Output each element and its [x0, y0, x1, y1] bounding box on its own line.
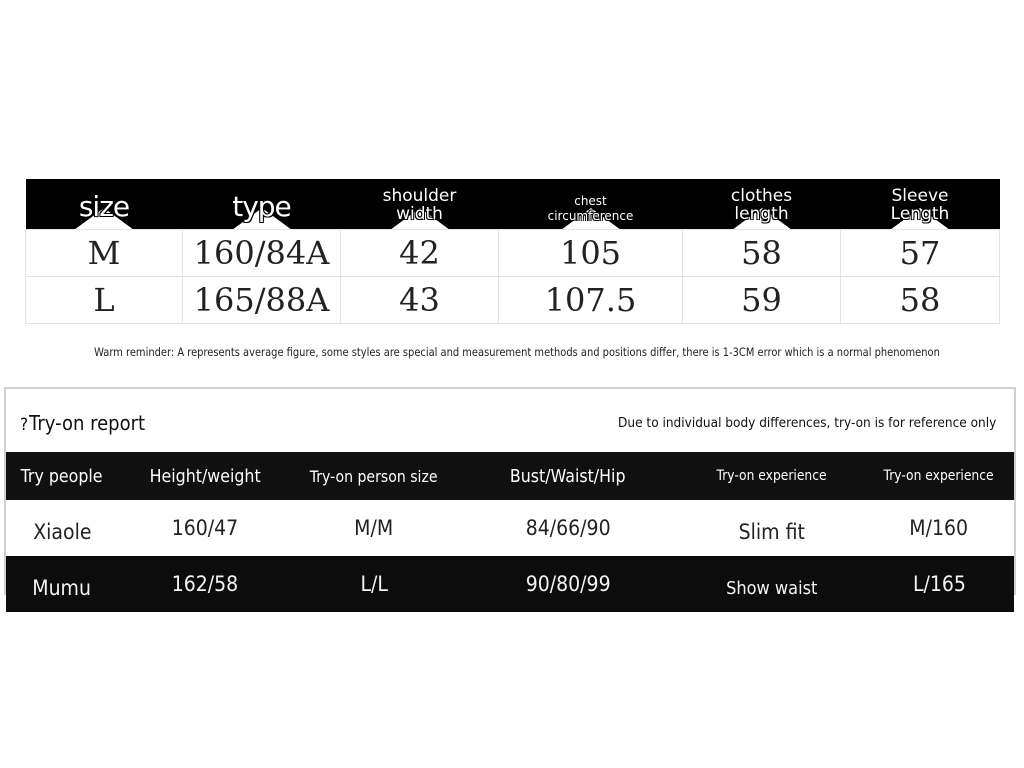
header-chest-circumference: chest circumference	[499, 179, 683, 230]
size-chart-table	[25, 179, 1000, 324]
try-on-row-mumu	[6, 556, 1014, 612]
cell-bust-waist-hip: 90/80/99	[456, 556, 680, 612]
try-on-row-xiaole	[6, 500, 1014, 556]
cell-experience-1: Slim fit	[680, 500, 864, 556]
size-chart-header-row	[26, 179, 1000, 230]
cell-try-person: Xiaole	[6, 500, 118, 556]
cell-size: M	[26, 230, 183, 277]
header-size: size	[26, 179, 183, 230]
header-type: type	[183, 179, 341, 230]
header-try-people: Try people	[6, 452, 118, 500]
placeholder-glyph-icon: ?	[20, 415, 29, 435]
try-on-report	[4, 387, 1016, 600]
cell-shoulder-width: 42	[341, 230, 499, 277]
cell-clothes-length: 58	[683, 230, 841, 277]
header-experience-2: Try-on experience	[864, 452, 1014, 500]
size-row-l	[26, 277, 1000, 324]
report-title-text: Try-on report	[29, 411, 146, 435]
cell-size: L	[26, 277, 183, 324]
try-on-header-row	[6, 452, 1014, 500]
cell-type: 160/84A	[183, 230, 341, 277]
cell-chest-circumference: 105	[499, 230, 683, 277]
cell-type: 165/88A	[183, 277, 341, 324]
cell-experience-2: L/165	[864, 556, 1014, 612]
report-title	[20, 411, 145, 435]
cell-chest-circumference: 107.5	[499, 277, 683, 324]
cell-shoulder-width: 43	[341, 277, 499, 324]
cell-person-size: L/L	[292, 556, 456, 612]
cell-bust-waist-hip: 84/66/90	[456, 500, 680, 556]
warm-reminder-text: Warm reminder: A represents average figure, some styles are special and measurement methods and positions differ, there is 1-3CM error which is a normal phenomenon	[94, 345, 940, 359]
cell-try-person: Mumu	[6, 556, 118, 612]
size-row-m	[26, 230, 1000, 277]
cell-experience-1: Show waist	[680, 556, 864, 612]
header-sleeve-length: Sleeve Length	[841, 179, 1000, 230]
header-bust-waist-hip: Bust/Waist/Hip	[456, 452, 680, 500]
cell-height-weight: 160/47	[118, 500, 292, 556]
header-clothes-length: clothes length	[683, 179, 841, 230]
header-experience-1: Try-on experience	[680, 452, 864, 500]
cell-sleeve-length: 57	[841, 230, 1000, 277]
cell-height-weight: 162/58	[118, 556, 292, 612]
header-height-weight: Height/weight	[118, 452, 292, 500]
header-shoulder-width: shoulder width	[341, 179, 499, 230]
header-person-size: Try-on person size	[292, 452, 456, 500]
cell-person-size: M/M	[292, 500, 456, 556]
report-note: Due to individual body differences, try-on is for reference only	[617, 415, 996, 431]
cell-sleeve-length: 58	[841, 277, 1000, 324]
try-on-table	[6, 452, 1014, 612]
cell-experience-2: M/160	[864, 500, 1014, 556]
cell-clothes-length: 59	[683, 277, 841, 324]
